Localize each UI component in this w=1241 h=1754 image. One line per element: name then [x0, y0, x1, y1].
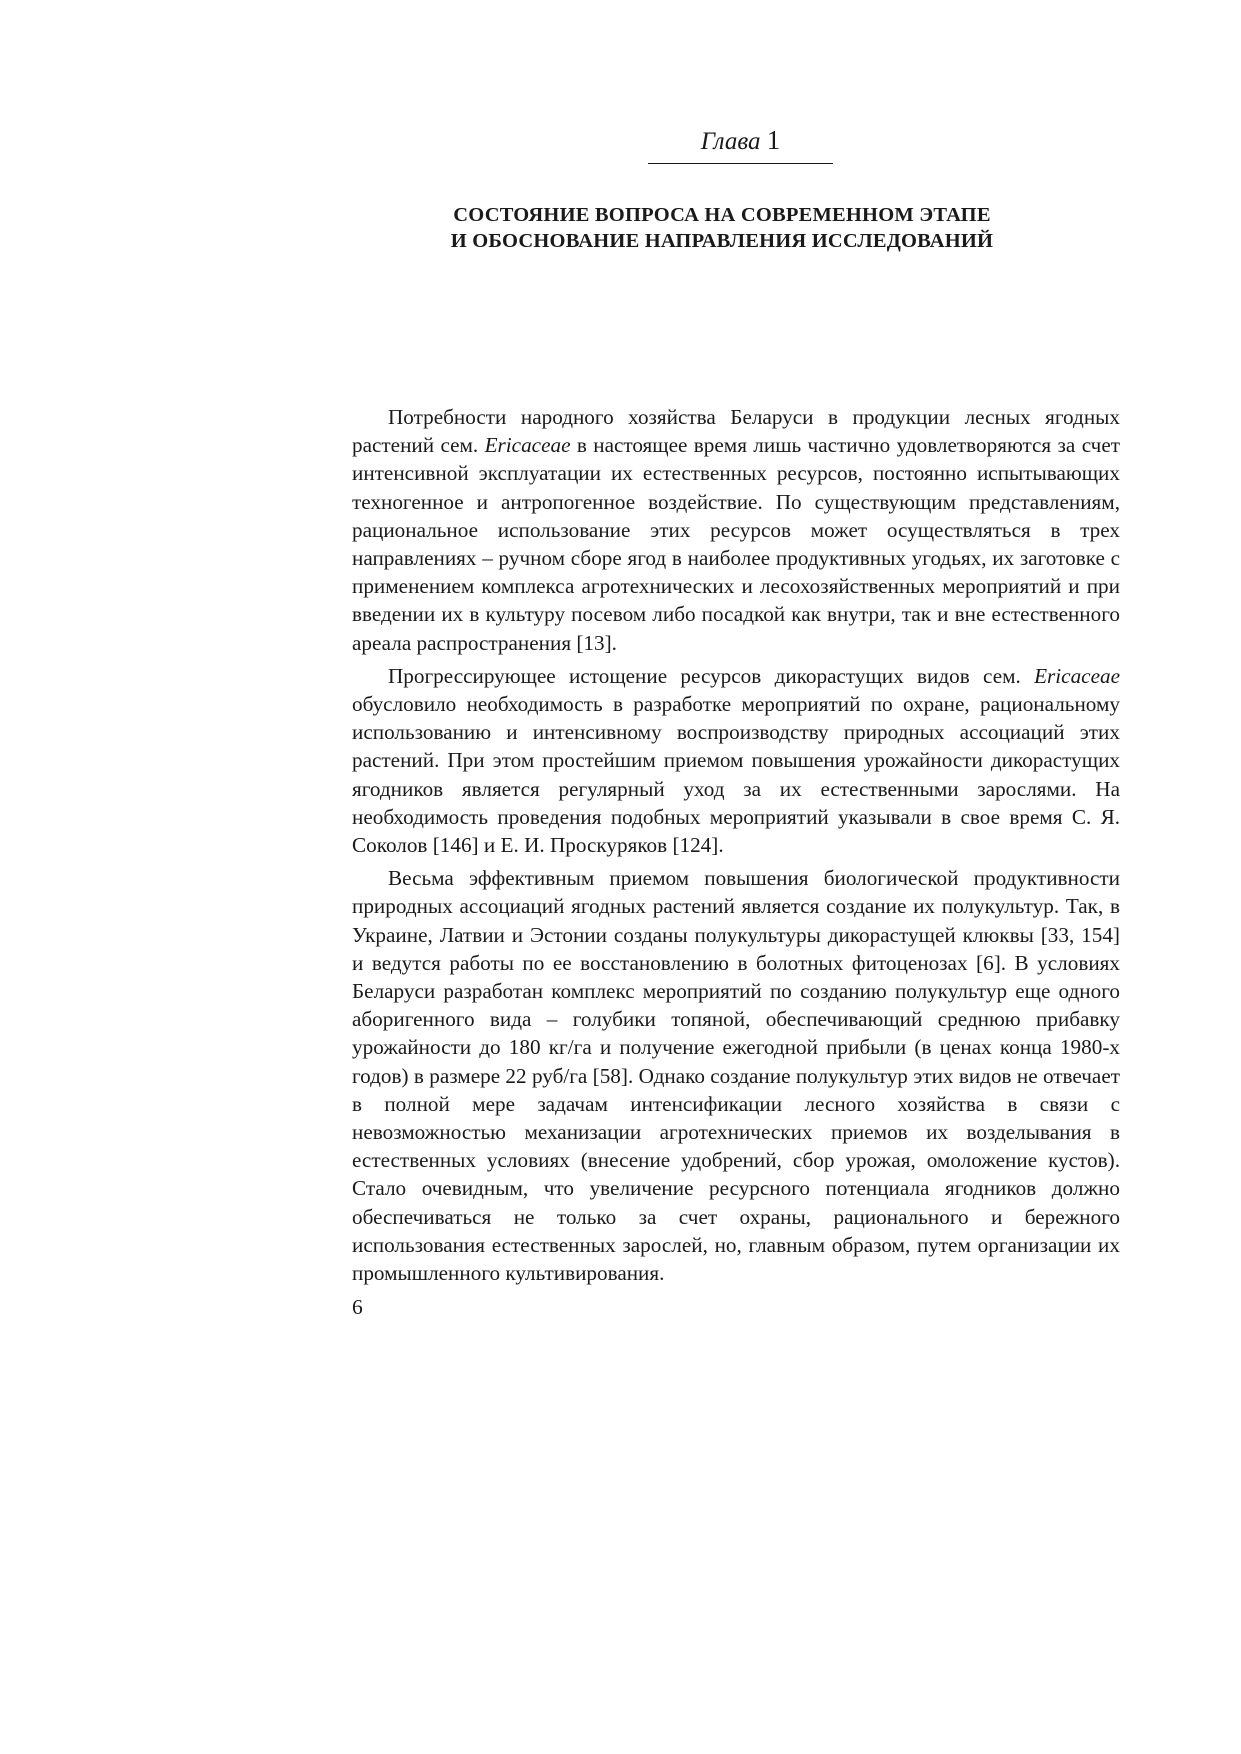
chapter-title-line-1: СОСТОЯНИЕ ВОПРОСА НА СОВРЕМЕННОМ ЭТАПЕ [453, 204, 991, 226]
chapter-underline [648, 163, 833, 164]
paragraph-1 [352, 403, 1120, 657]
body-text [352, 403, 1120, 1287]
chapter-title [352, 202, 1092, 254]
chapter-title-line-2: И ОБОСНОВАНИЕ НАПРАВЛЕНИЯ ИССЛЕДОВАНИЙ [450, 230, 994, 252]
paragraph-1-taxon: Ericaceae [484, 433, 571, 458]
paragraph-2 [352, 662, 1120, 859]
paragraph-3 [352, 864, 1120, 1287]
page-number: 6 [352, 1295, 363, 1319]
chapter-label: Глава [700, 128, 761, 155]
paragraph-2-taxon: Ericaceae [1034, 663, 1120, 688]
chapter-number: 1 [766, 125, 781, 155]
chapter-heading [648, 124, 833, 158]
paragraph-3-text-a: Весьма эффективным приемом повышения биологической продуктивности природных ассоциаций ягодных растений является создание их полукультур. Так, в Украине, Латвии и Эстонии созданы полукультуры дикорастущей клюквы [33, 154] и ведутся работы по ее восстановлению в болотных фитоценозах [6]. В условиях Беларуси разработан комплекс мероприятий по созданию полукультур еще одного аборигенного вида – голубики топяной, обеспечивающий среднюю прибавку урожайности до 180 кг/га и получение ежегодной прибыли (в ценах конца 1980-х годов) в размере 22 руб/га [58]. Однако создание полукультур этих видов не отвечает в полной мере задачам интенсификации лесного хозяйства в связи с невозможностью механизации агротехнических приемов их возделывания в естественных условиях (внесение удобрений, сбор урожая, омоложение кустов). Стало очевидным, что увеличение ресурсного потенциала ягодников должно обеспечиваться не только за счет охраны, рационального и бережного использования естественных зарослей, но, главным образом, путем организации их промышленного культивирования. [352, 866, 1120, 1286]
paragraph-1-text-a: Потребности народного хозяйства Беларуси в продукции лесных ягодных растений сем. [352, 405, 1120, 458]
paragraph-1-text-b: в настоящее время лишь частично удовлетворяются за счет интенсивной эксплуатации их естественных ресурсов, постоянно испытывающих техногенное и антропогенное воздействие. По существующим представлениям, рациональное использование этих ресурсов может осуществляться в трех направлениях – ручном сборе ягод в наиболее продуктивных угодьях, их заготовке с применением комплекса агротехнических и лесохозяйственных мероприятий и при введении их в культуру посевом либо посадкой как внутри, так и вне естественного ареала распространения [13]. [352, 433, 1120, 655]
paragraph-2-text-a: Прогрессирующее истощение ресурсов дикорастущих видов сем. [388, 663, 1035, 688]
paragraph-2-text-b: обусловило необходимость в разработке мероприятий по охране, рациональному использованию и интенсивному воспроизводству природных ассоциаций этих растений. При этом простейшим приемом повышения урожайности дикорастущих ягодников является регулярный уход за их естественными зарослями. На необходимость проведения подобных мероприятий указывали в свое время С. Я. Соколов [146] и Е. И. Проскуряков [124]. [352, 692, 1120, 858]
